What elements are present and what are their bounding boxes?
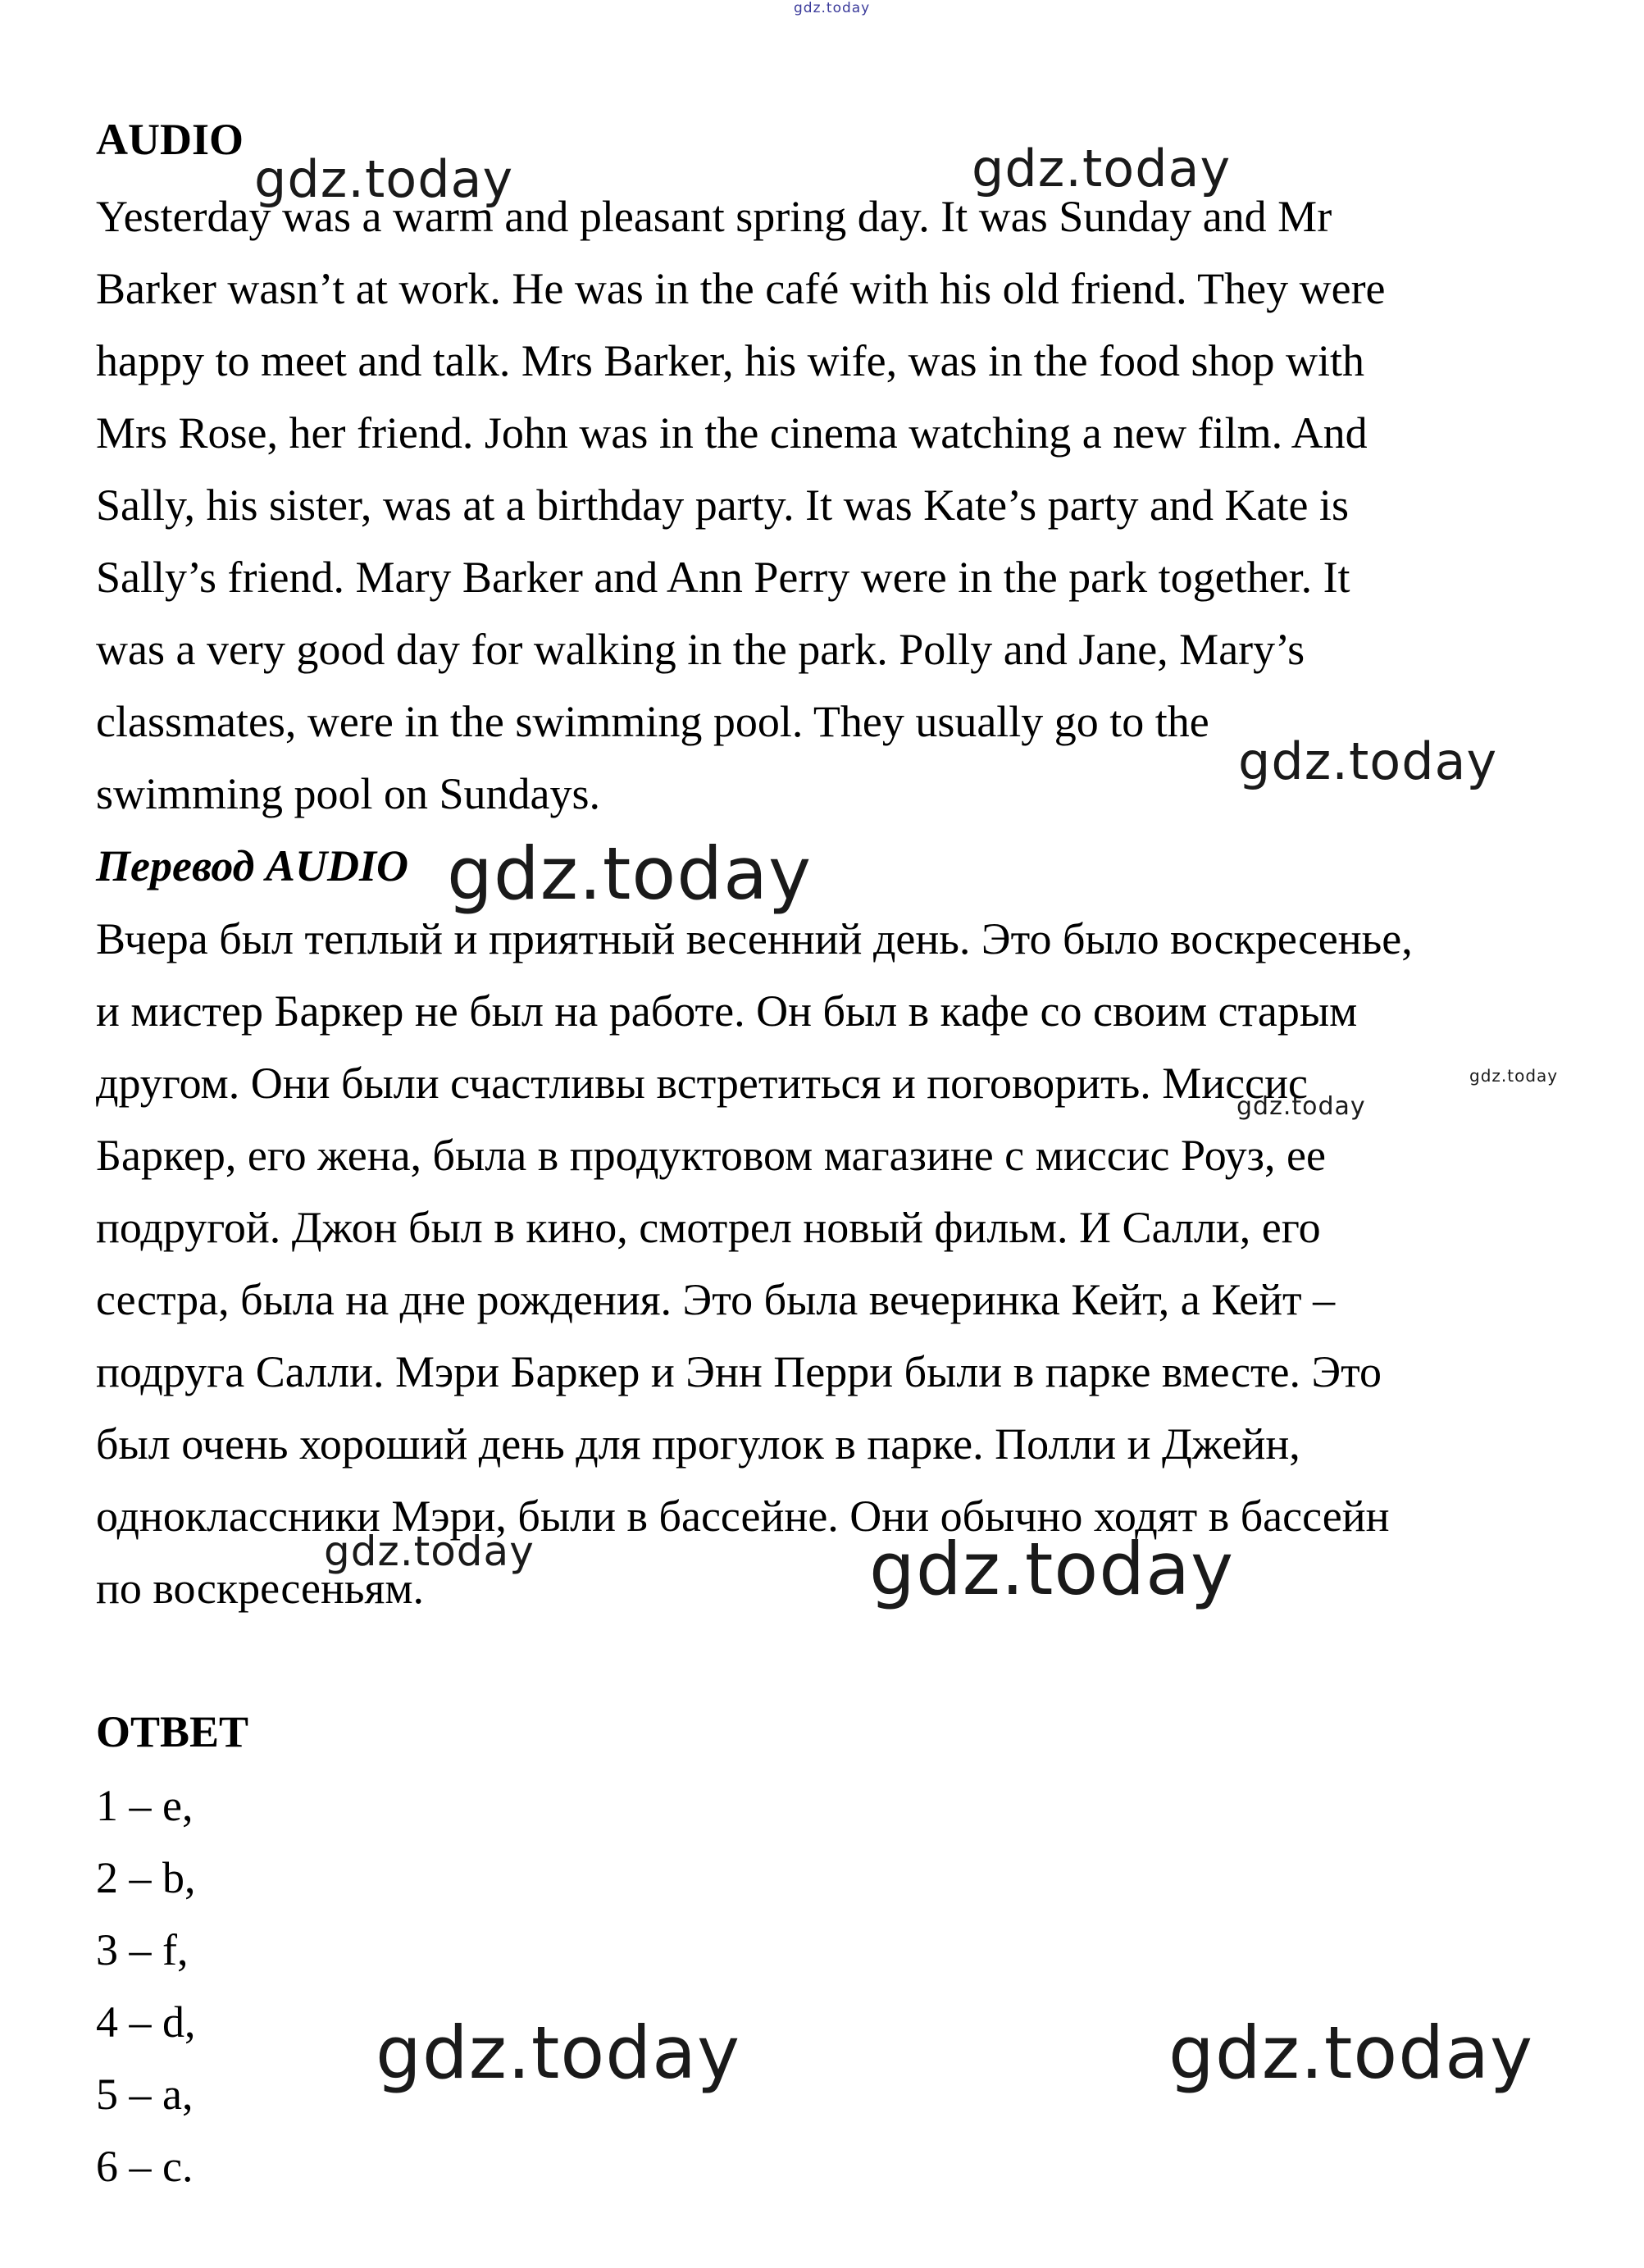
answer-item: 5 – a,	[96, 2070, 194, 2119]
audio-line: Yesterday was a warm and pleasant spring day. It was Sunday and Mr	[96, 192, 1332, 241]
watermark: gdz.today	[254, 149, 514, 209]
translation-line: и мистер Баркер не был на работе. Он был в кафе со своим старым	[96, 986, 1358, 1036]
audio-line: classmates, were in the swimming pool. They usually go to the	[96, 697, 1209, 746]
answer-item: 6 – c.	[96, 2142, 194, 2191]
translation-line: был очень хороший день для прогулок в парке. Полли и Джейн,	[96, 1419, 1300, 1469]
translation-line: Баркер, его жена, была в продуктовом магазине с миссис Роуз, ее	[96, 1131, 1326, 1180]
watermark: gdz.today	[1238, 731, 1498, 791]
audio-line: Mrs Rose, her friend. John was in the cinema watching a new film. And	[96, 408, 1368, 458]
audio-line: swimming pool on Sundays.	[96, 769, 601, 818]
audio-line: Sally’s friend. Mary Barker and Ann Perry were in the park together. It	[96, 553, 1350, 602]
watermark: gdz.today	[447, 831, 813, 916]
audio-line: was a very good day for walking in the park. Polly and Jane, Mary’s	[96, 625, 1305, 674]
watermark: gdz.today	[1469, 1066, 1559, 1086]
audio-heading: AUDIO	[96, 115, 244, 164]
translation-line: Вчера был теплый и приятный весенний день. Это было воскресенье,	[96, 914, 1413, 963]
translation-line: подругой. Джон был в кино, смотрел новый фильм. И Салли, его	[96, 1203, 1321, 1252]
answer-item: 3 – f,	[96, 1925, 189, 1974]
watermark: gdz.today	[376, 2011, 741, 2095]
translation-line: одноклассники Мэри, были в бассейне. Они обычно ходят в бассейн	[96, 1492, 1390, 1541]
watermark: gdz.today	[324, 1528, 535, 1575]
translation-line: подруга Салли. Мэри Баркер и Энн Перри были в парке вместе. Это	[96, 1347, 1382, 1396]
translation-line: другом. Они были счастливы встретиться и поговорить. Миссис	[96, 1059, 1308, 1108]
watermark: gdz.today	[869, 1527, 1235, 1611]
translation-line: сестра, была на дне рождения. Это была вечеринка Кейт, а Кейт –	[96, 1275, 1336, 1324]
answer-item: 1 – e,	[96, 1781, 194, 1830]
answer-heading: ОТВЕТ	[96, 1707, 249, 1756]
answer-item: 2 – b,	[96, 1853, 196, 1902]
watermark: gdz.today	[972, 139, 1232, 198]
audio-line: Barker wasn’t at work. He was in the café with his old friend. They were	[96, 264, 1386, 313]
audio-line: Sally, his sister, was at a birthday party. It was Kate’s party and Kate is	[96, 480, 1349, 530]
watermark: gdz.today	[1168, 2011, 1534, 2095]
answer-item: 4 – d,	[96, 1997, 196, 2047]
translation-line: по воскресеньям.	[96, 1564, 425, 1613]
watermark-top: gdz.today	[794, 0, 871, 16]
translation-heading: Перевод AUDIO	[96, 841, 408, 890]
audio-line: happy to meet and talk. Mrs Barker, his wife, was in the food shop with	[96, 336, 1365, 385]
watermark: gdz.today	[1236, 1092, 1366, 1121]
